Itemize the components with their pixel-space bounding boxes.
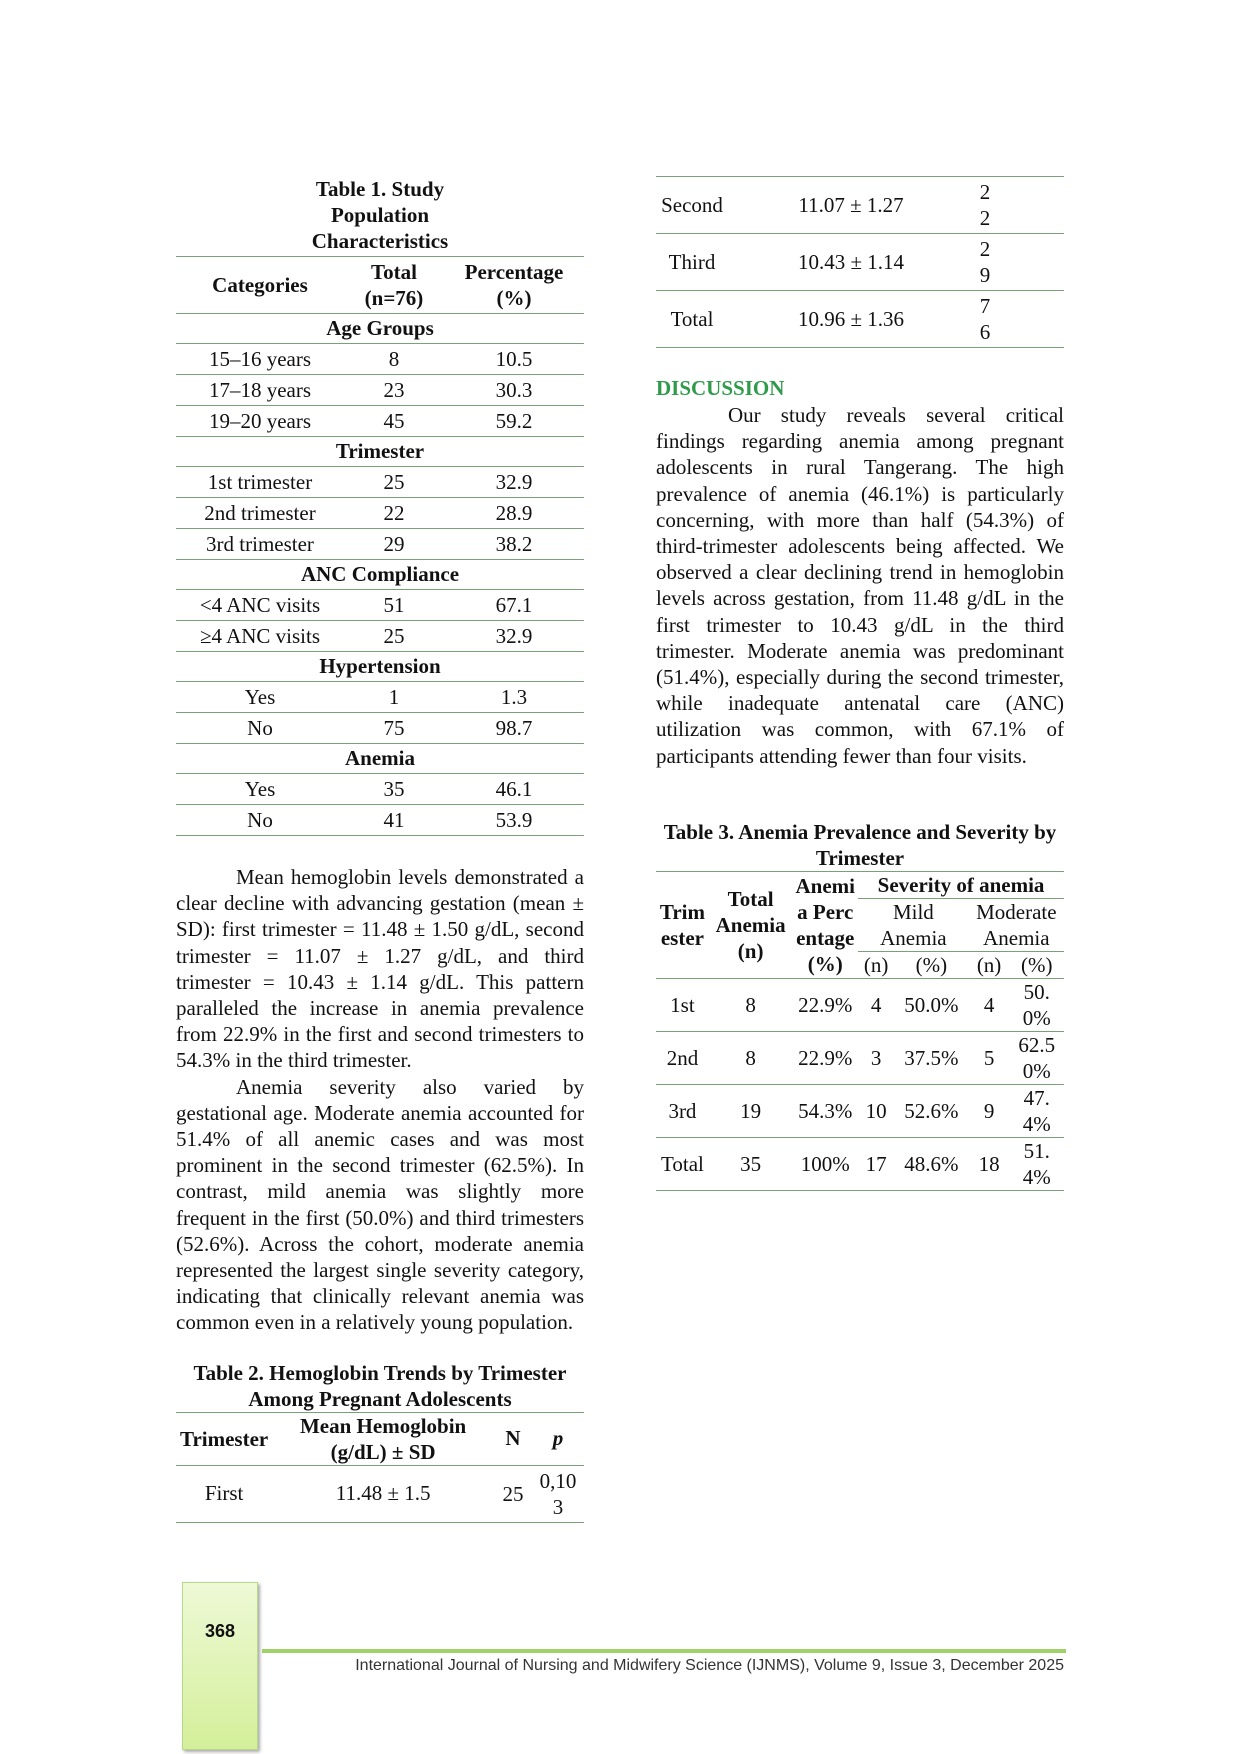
table3-cell-mild-n: 10 [858,1084,894,1137]
table1-group-row [176,437,584,467]
table1-cell: 38.2 [444,529,584,560]
table1-group-title: Age Groups [176,314,584,344]
table1 [176,256,584,836]
table-row [176,406,584,437]
table1-cell: 29 [344,529,444,560]
table2-cell [996,291,1064,348]
table3-cell-mild-n: 4 [858,978,894,1031]
table3-header-moderate: Moderate Anemia [969,898,1064,951]
table1-cell: 98.7 [444,713,584,744]
table2-cell: Total [656,291,728,348]
table3-cell-mod-n: 5 [969,1031,1010,1084]
table1-cell: 46.1 [444,774,584,805]
table1-group-row [176,560,584,590]
table-row [176,344,584,375]
table2-cell: 11.07 ± 1.27 [728,177,974,234]
table-row [176,682,584,713]
table2-cell: 29 [974,234,996,291]
table3-cell-mod-n: 4 [969,978,1010,1031]
footer-rule [262,1649,1066,1653]
table1-cell: 32.9 [444,621,584,652]
table3-header-trimester: Trimester [656,871,709,978]
table1-cell: 10.5 [444,344,584,375]
table3-cell-mod-pct: 50.0% [1009,978,1064,1031]
table3-cell-mild-pct: 50.0% [894,978,968,1031]
table3-cell-percent: 22.9% [792,1031,858,1084]
table1-cell: Yes [176,774,344,805]
table1-cell: 35 [344,774,444,805]
table-row [176,498,584,529]
table2-cell: 11.48 ± 1.5 [272,1465,494,1522]
journal-footer: International Journal of Nursing and Midwifery Science (IJNMS), Volume 9, Issue 3, December 2025 [355,1657,1064,1674]
table3-header-mod-pct: (%) [1021,952,1053,977]
table1-cell: 32.9 [444,467,584,498]
table3-header-percent: Anemia Percentage (%) [792,871,858,978]
table2-part1 [176,1412,584,1523]
table2-cell: Second [656,177,728,234]
table3-cell-total: 8 [709,1031,793,1084]
table3-cell-total: 19 [709,1084,793,1137]
table1-cell: 53.9 [444,805,584,836]
table2-cell: 10.43 ± 1.14 [728,234,974,291]
table3-cell-percent: 100% [792,1137,858,1190]
table1-cell: No [176,713,344,744]
table-row [176,529,584,560]
table1-cell: 59.2 [444,406,584,437]
table2-cell [996,234,1064,291]
paragraph-severity: Anemia severity also varied by gestational age. Moderate anemia accounted for 51.4% of all anemic cases and was most prominent in the second trimester (62.5%). In contrast, mild anemia was slightly more frequent in the first (50.0%) and third trimesters (52.6%). Across the cohort, moderate anemia represented the largest single severity category, indicating that clinically relevant anemia was common even in a relatively young population. [176,1074,584,1335]
table3-cell-total: 35 [709,1137,793,1190]
table1-group-title: Anemia [176,744,584,774]
table-row [656,1137,1064,1190]
table1-cell: ≥4 ANC visits [176,621,344,652]
discussion-paragraph: Our study reveals several critical findings regarding anemia among pregnant adolescents in rural Tangerang. The high prevalence of anemia (46.1%) is particularly concerning, with more than half (54.3%) of third-trimester adolescents being affected. We observed a clear declining trend in hemoglobin levels across gestation, from 11.48 g/dL in the first trimester to 10.43 g/dL in the third trimester. Moderate anemia was predominant (51.4%), especially during the second trimester, while inadequate antenatal care (ANC) utilization was common, with 67.1% of participants attending fewer than four visits. [656,403,1064,768]
table-row [176,805,584,836]
table2-cell: 22 [974,177,996,234]
table1-cell: 1.3 [444,682,584,713]
table2-header-trimester: Trimester [180,1426,269,1451]
table1-cell: 25 [344,621,444,652]
table-row [176,774,584,805]
table2-cell: 0,103 [532,1465,584,1522]
table3-header-mild-n: (n) [863,952,889,977]
table3-cell-mild-pct: 48.6% [894,1137,968,1190]
table1-group-title: ANC Compliance [176,560,584,590]
table3-cell-mod-n: 18 [969,1137,1010,1190]
table3-cell-trimester: Total [656,1137,709,1190]
table3-cell-mod-n: 9 [969,1084,1010,1137]
table3-cell-trimester: 1st [656,978,709,1031]
table1-cell: 75 [344,713,444,744]
table-row [656,177,1064,234]
table-row [656,1084,1064,1137]
table-row [176,713,584,744]
table2-cell: 76 [974,291,996,348]
table2-part2 [656,176,1064,348]
table3-header-mod-n: (n) [976,952,1002,977]
table-row [176,1465,584,1522]
table1-cell: 23 [344,375,444,406]
table1-cell: 28.9 [444,498,584,529]
table-row [176,375,584,406]
table2-header-p: p [552,1426,564,1451]
page-number: 368 [204,1621,236,1641]
table3-cell-total: 8 [709,978,793,1031]
table1-cell: 8 [344,344,444,375]
table-row [656,291,1064,348]
table2-cell: 10.96 ± 1.36 [728,291,974,348]
table3-cell-mild-n: 17 [858,1137,894,1190]
table3-cell-mild-pct: 37.5% [894,1031,968,1084]
table3-cell-mod-pct: 47.4% [1009,1084,1064,1137]
table-row [656,234,1064,291]
table3-header-mild-pct: (%) [915,952,948,977]
table2-cell: Third [656,234,728,291]
table-row [656,978,1064,1031]
table3-header-mild: Mild Anemia [858,898,969,951]
table2-cell: First [176,1465,272,1522]
table1-cell: 22 [344,498,444,529]
table3-body [656,978,1064,1190]
table1-header-percentage: Percentage (%) [464,260,564,310]
table2-caption: Table 2. Hemoglobin Trends by Trimester Among Pregnant Adolescents [193,1360,567,1411]
table3-cell-mod-pct: 51.4% [1009,1137,1064,1190]
table3-cell-mild-n: 3 [858,1031,894,1084]
table1-cell: 15–16 years [176,344,344,375]
table1-cell: 30.3 [444,375,584,406]
table1-cell: 3rd trimester [176,529,344,560]
table1-cell: 41 [344,805,444,836]
table-row [176,467,584,498]
table1-cell: 67.1 [444,590,584,621]
table3-header-total: Total Anemia (n) [709,871,793,978]
table1-header-total: Total (n=76) [364,260,424,310]
table1-cell: 1 [344,682,444,713]
table1-cell: 19–20 years [176,406,344,437]
table1-cell: 51 [344,590,444,621]
table3-cell-percent: 54.3% [792,1084,858,1137]
paragraph-hemoglobin: Mean hemoglobin levels demonstrated a clear decline with advancing gestation (mean ± SD): first trimester = 11.48 ± 1.50 g/dL, second trimester = 11.07 ± 1.27 g/dL, and third trimester = 10.43 ± 1.14 g/dL. This pattern paralleled the increase in anemia prevalence from 22.9% in the first and second trimesters to 54.3% in the third trimester. [176,865,584,1073]
table3 [656,871,1064,1191]
table3-cell-percent: 22.9% [792,978,858,1031]
discussion-heading: DISCUSSION [656,376,785,400]
table1-body [176,314,584,836]
table1-cell: 45 [344,406,444,437]
left-column [176,176,584,1523]
table1-cell: <4 ANC visits [176,590,344,621]
table3-cell-trimester: 2nd [656,1031,709,1084]
table1-group-title: Hypertension [176,652,584,682]
table-row [176,621,584,652]
table1-cell: 2nd trimester [176,498,344,529]
table3-cell-mod-pct: 62.50% [1009,1031,1064,1084]
table1-cell: No [176,805,344,836]
table1-group-row [176,314,584,344]
table1-cell: 25 [344,467,444,498]
table3-cell-trimester: 3rd [656,1084,709,1137]
right-column [656,176,1064,1191]
table1-header-categories: Categories [212,272,308,297]
table1-cell: 17–18 years [176,375,344,406]
table3-cell-mild-pct: 52.6% [894,1084,968,1137]
table2-cell [996,177,1064,234]
table-row [656,1031,1064,1084]
table1-group-title: Trimester [176,437,584,467]
table3-header-severity: Severity of anemia [858,871,1064,898]
table1-group-row [176,652,584,682]
table1-caption: Table 1. Study Population Characteristics [311,177,449,253]
table2-cell: 25 [494,1465,532,1522]
table-row [176,590,584,621]
table2-header-mean: Mean Hemoglobin (g/dL) ± SD [299,1413,467,1464]
page-number-tab [182,1582,258,1750]
table1-cell: Yes [176,682,344,713]
table1-cell: 1st trimester [176,467,344,498]
table3-caption: Table 3. Anemia Prevalence and Severity by Trimester [663,819,1057,870]
table1-group-row [176,744,584,774]
table2-header-n: N [505,1426,521,1451]
